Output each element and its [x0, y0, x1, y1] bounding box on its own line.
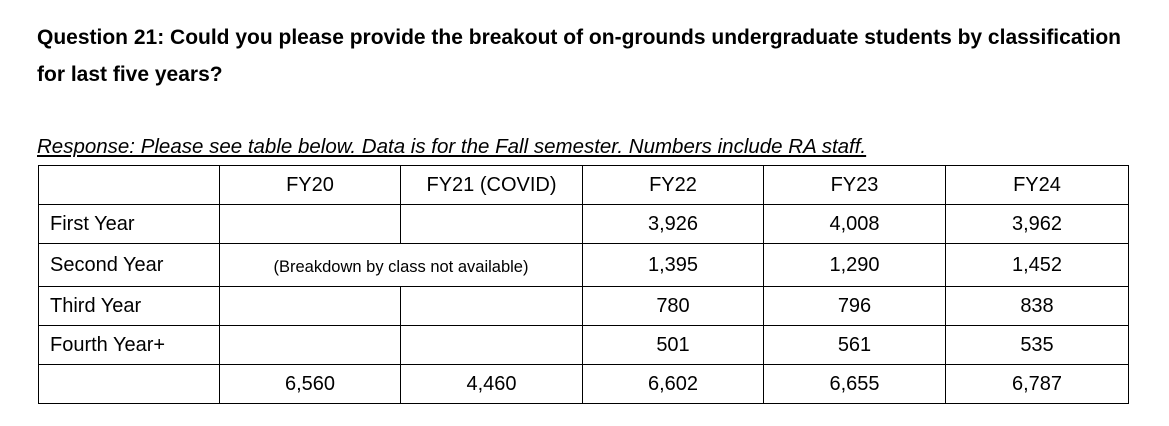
table-cell: 501 [583, 326, 764, 365]
header-cell-blank [39, 166, 220, 205]
header-cell-fy24: FY24 [946, 166, 1129, 205]
row-label: Second Year [39, 244, 220, 287]
table-row [39, 326, 1129, 365]
table-cell-empty [220, 205, 401, 244]
table-cell-empty [220, 326, 401, 365]
table-row [39, 287, 1129, 326]
total-cell-fy24: 6,787 [946, 365, 1129, 404]
total-cell-fy20: 6,560 [220, 365, 401, 404]
table-cell: 1,290 [764, 244, 946, 287]
row-label: Third Year [39, 287, 220, 326]
row-label: First Year [39, 205, 220, 244]
enrollment-table [38, 165, 1129, 404]
row-label: Fourth Year+ [39, 326, 220, 365]
table-cell: 561 [764, 326, 946, 365]
header-cell-fy21: FY21 (COVID) [401, 166, 583, 205]
table-cell-empty [401, 205, 583, 244]
table-cell: 796 [764, 287, 946, 326]
table-cell: 4,008 [764, 205, 946, 244]
table-cell: 3,962 [946, 205, 1129, 244]
question-text: Question 21: Could you please provide the breakout of on-grounds undergraduate students by classification for last five years? [37, 26, 1121, 86]
header-cell-fy23: FY23 [764, 166, 946, 205]
table-row [39, 244, 1129, 287]
table-cell: 838 [946, 287, 1129, 326]
table-cell-empty [401, 326, 583, 365]
table-header-row [39, 166, 1129, 205]
table-cell-empty [220, 287, 401, 326]
table-cell-empty [401, 287, 583, 326]
table-row [39, 205, 1129, 244]
header-cell-fy20: FY20 [220, 166, 401, 205]
response-text [37, 133, 866, 161]
response-line: Response: Please see table below. Data is for the Fall semester. Numbers include RA staff. [37, 135, 867, 158]
table-cell: 535 [946, 326, 1129, 365]
table-cell: 1,395 [583, 244, 764, 287]
header-cell-fy22: FY22 [583, 166, 764, 205]
total-cell-fy23: 6,655 [764, 365, 946, 404]
table-cell: 780 [583, 287, 764, 326]
total-cell-fy22: 6,602 [583, 365, 764, 404]
total-cell-fy21: 4,460 [401, 365, 583, 404]
breakdown-note: (Breakdown by class not available) [220, 244, 583, 287]
totals-row [39, 365, 1129, 404]
table-cell: 1,452 [946, 244, 1129, 287]
table-cell: 3,926 [583, 205, 764, 244]
total-cell-blank [39, 365, 220, 404]
